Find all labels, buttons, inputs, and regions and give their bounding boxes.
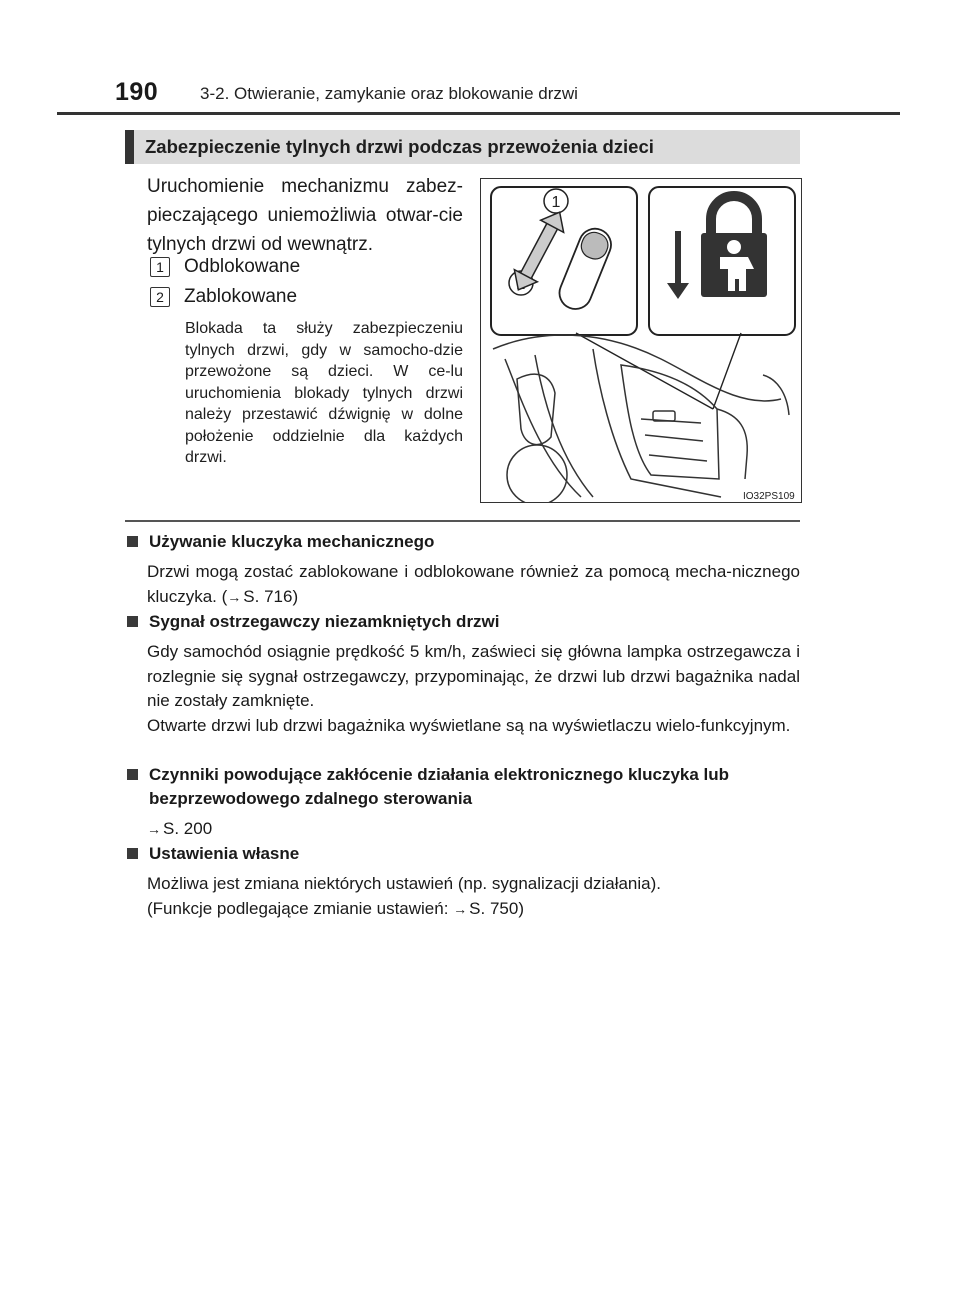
bullet-square-icon <box>127 536 138 547</box>
bullet-square-icon <box>127 769 138 780</box>
section-divider <box>125 520 800 522</box>
callout-1-label: 1 <box>551 194 561 211</box>
item-unlocked <box>150 256 300 278</box>
topic-mechanical-key <box>125 530 800 609</box>
topic-paragraph: (Funkcje podlegające zmianie ustawień: → S. 750) <box>147 898 524 918</box>
topic-interference <box>125 763 800 842</box>
topic-title: Ustawienia własne <box>149 844 300 863</box>
page-reference[interactable]: S. 750 <box>469 898 519 918</box>
topic-paragraph: Otwarte drzwi lub drzwi bagażnika wyświetlane są na wyświetlaczu wielo-funkcyjnym. <box>147 715 791 735</box>
section-heading-bar <box>125 130 800 164</box>
section-title: Zabezpieczenie tylnych drzwi podczas przewożenia dzieci <box>145 136 654 157</box>
chapter-title: 3-2. Otwieranie, zamykanie oraz blokowanie drzwi <box>200 84 578 103</box>
page-reference[interactable]: S. 716 <box>243 586 293 606</box>
figure-code: IO32PS109 <box>743 491 795 502</box>
topic-paragraph: Gdy samochód osiągnie prędkość 5 km/h, zaświeci się główna lampka ostrzegawcza i rozlegnie się sygnał ostrzegawczy, przypominając, że drzwi lub drzwi bagażnika nadal nie zostały zamknięte. <box>147 642 800 710</box>
section-intro: Uruchomienie mechanizmu zabez-pieczającego uniemożliwia otwar-cie tylnych drzwi od wewnątrz. <box>147 176 463 255</box>
arrow-right-icon: → <box>227 588 242 605</box>
arrow-right-icon: → <box>147 821 161 837</box>
item-locked <box>150 286 297 308</box>
pointer-lines <box>576 333 741 409</box>
topic-paragraph: Drzwi mogą zostać zablokowane i odblokowane również za pomocą mecha-nicznego kluczyka. (→ S. 716) <box>147 562 800 606</box>
item-label: Zablokowane <box>184 286 298 307</box>
item-number-badge: 2 <box>150 287 170 307</box>
topic-title: Używanie kluczyka mechanicznego <box>149 532 435 551</box>
bullet-square-icon <box>127 616 138 627</box>
page-reference[interactable]: S. 200 <box>163 819 213 838</box>
bullet-square-icon <box>127 848 138 859</box>
topic-paragraph: Możliwa jest zmiana niektórych ustawień (np. sygnalizacji działania). <box>147 874 662 893</box>
topic-title: Sygnał ostrzegawczy niezamkniętych drzwi <box>149 612 500 631</box>
topic-door-warning <box>125 610 800 738</box>
section-heading-accent <box>125 130 134 164</box>
header-rule <box>57 112 900 115</box>
page-number: 190 <box>115 78 159 106</box>
topic-title: Czynniki powodujące zakłócenie działania elektronicznego kluczyka lub bezprzewodowego zdalnego sterowania <box>149 765 730 808</box>
item-label: Odblokowane <box>184 256 301 277</box>
section-note: Blokada ta służy zabezpieczeniu tylnych drzwi, gdy w samocho-dzie przewożone są dzieci. W ce-lu uruchomienia blokady tylnych drzwi należy przestawić dźwignię w dolne położenie oddzielnie dla każdych drzwi. <box>185 320 463 466</box>
car-door-sketch <box>493 335 789 503</box>
child-lock-figure <box>480 178 802 503</box>
topic-custom-settings <box>125 842 800 921</box>
item-number-badge: 1 <box>150 257 170 277</box>
arrow-right-icon: → <box>453 900 468 917</box>
topic-paragraph <box>147 817 800 842</box>
child-lock-illustration <box>481 179 802 503</box>
